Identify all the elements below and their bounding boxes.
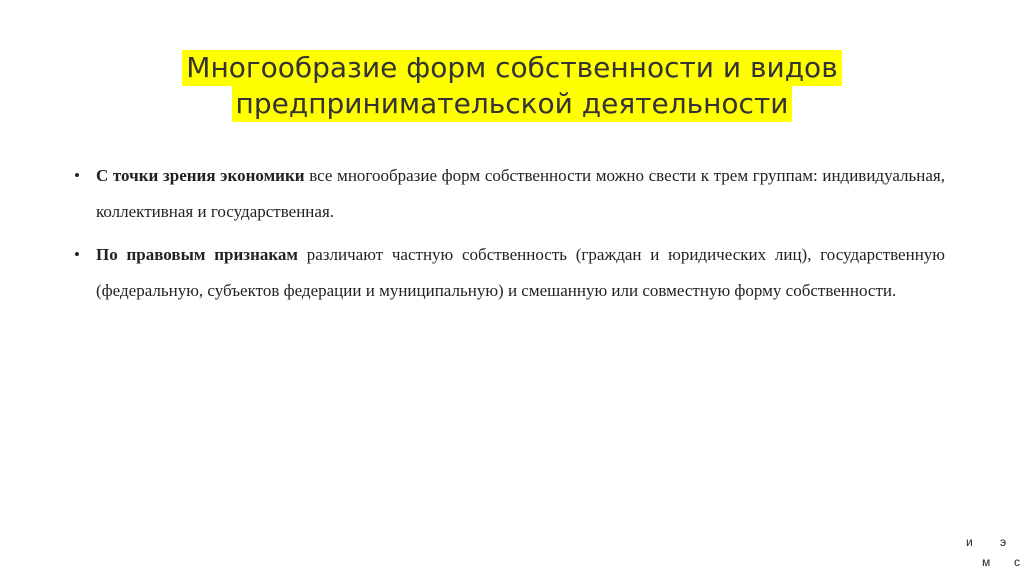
- logo-letter: и: [966, 535, 973, 549]
- imes-logo: [966, 532, 1024, 574]
- title-line-1: Многообразие форм собственности и видов: [182, 50, 841, 86]
- logo-letter: с: [1014, 555, 1020, 569]
- logo-letter: э: [1000, 535, 1007, 549]
- title-line-2: предпринимательской деятельности: [232, 86, 793, 122]
- logo-letter: м: [982, 555, 991, 569]
- bullet-body-text: все многообразие форм собственности можно свести к трем группам: индивидуальная, коллективная и государственная.: [96, 166, 945, 221]
- bullet-lead-text: По правовым признакам: [96, 245, 298, 264]
- bullet-list: [74, 158, 945, 316]
- bullet-item-economics: [74, 158, 945, 230]
- bullet-item-legal: [74, 237, 945, 309]
- bullet-marker: •: [74, 245, 80, 264]
- bullet-lead-text: С точки зрения экономики: [96, 166, 305, 185]
- slide-title: [0, 50, 1024, 122]
- bullet-marker: •: [74, 166, 80, 185]
- bullet-body-text: различают частную собственность (граждан и юридических лиц), государственную (федеральную, субъектов федерации и муниципальную) и смешанную или совместную форму собственности.: [96, 245, 945, 300]
